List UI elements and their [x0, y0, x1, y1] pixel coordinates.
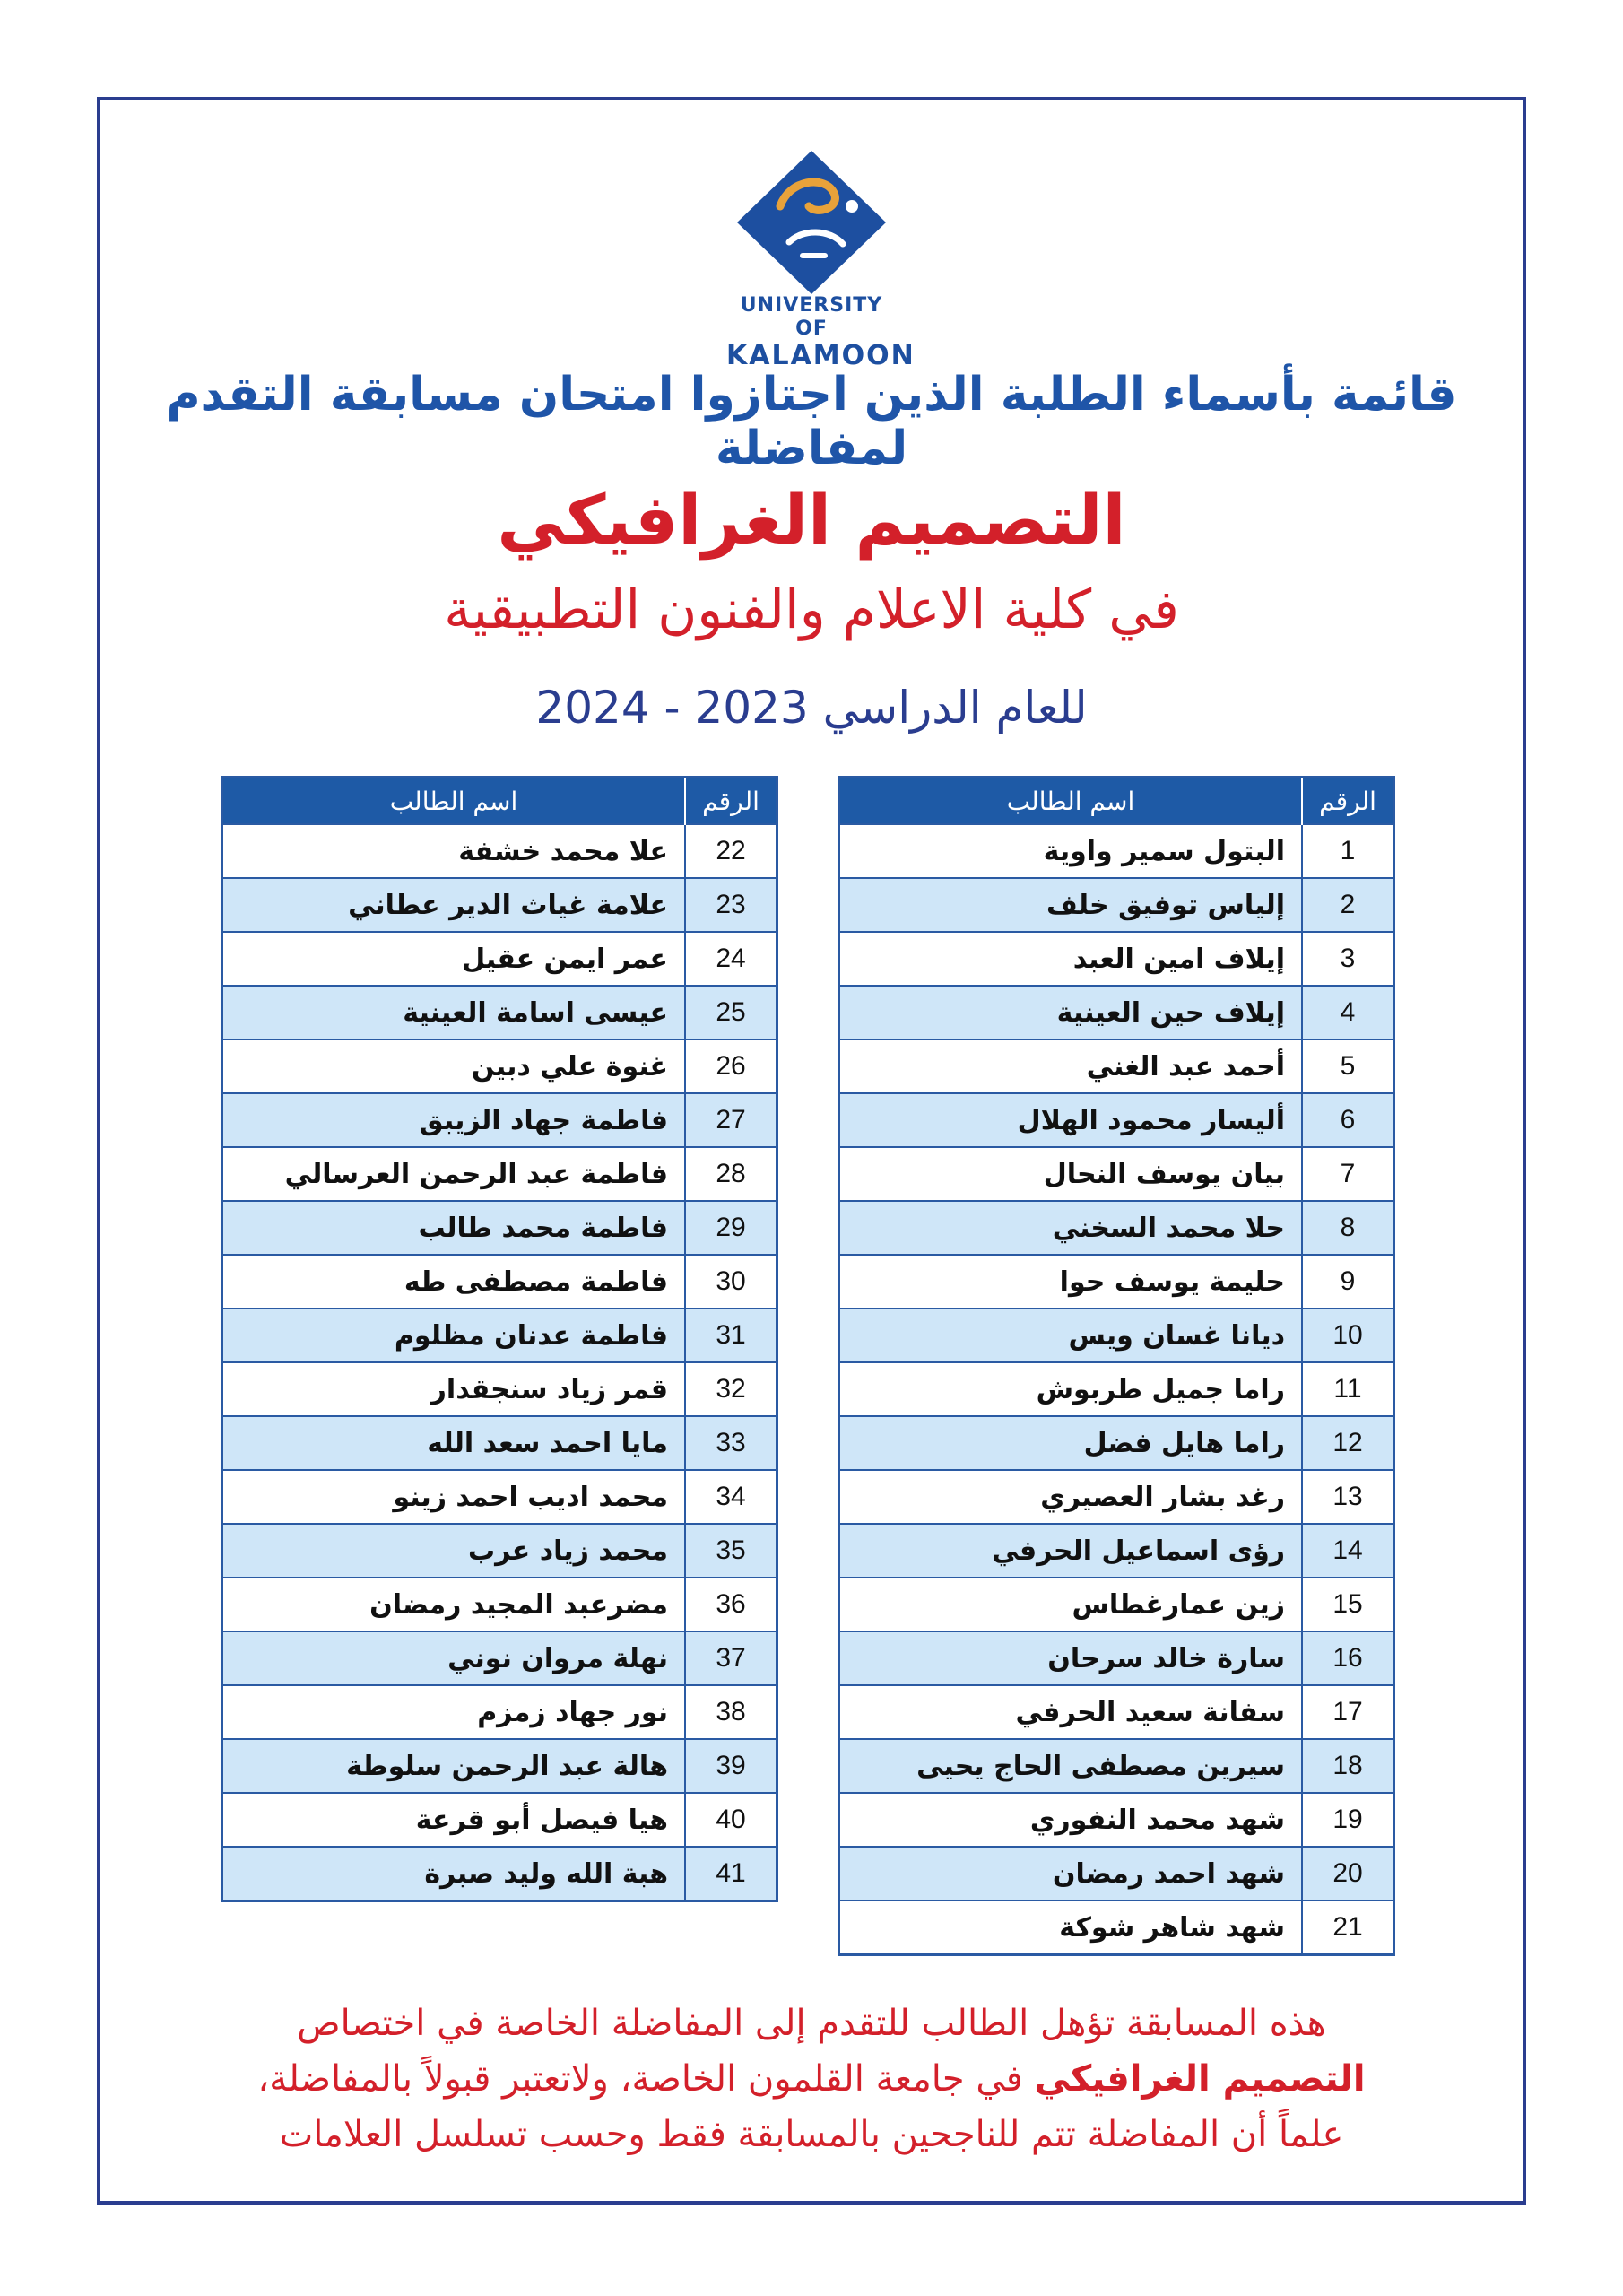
- student-number: 9: [1302, 1255, 1394, 1309]
- student-name: بيان يوسف النحال: [839, 1147, 1303, 1201]
- student-name: شهد احمد رمضان: [839, 1847, 1303, 1900]
- student-number: 35: [685, 1524, 777, 1578]
- column-header-name: اسم الطالب: [222, 778, 686, 825]
- student-number: 34: [685, 1470, 777, 1524]
- table-row: [222, 1847, 777, 1901]
- student-number: 14: [1302, 1524, 1394, 1578]
- student-name: مايا احمد سعد الله: [222, 1416, 686, 1470]
- student-name: راما جميل طربوش: [839, 1362, 1303, 1416]
- academic-year: للعام الدراسي 2023 - 2024: [535, 682, 1088, 734]
- student-name: فاطمة محمد طالب: [222, 1201, 686, 1255]
- student-number: 16: [1302, 1631, 1394, 1685]
- student-number: 40: [685, 1793, 777, 1847]
- student-number: 23: [685, 878, 777, 932]
- student-number: 11: [1302, 1362, 1394, 1416]
- table-row: [222, 1147, 777, 1201]
- table-row: [222, 824, 777, 878]
- table-row: [839, 878, 1394, 932]
- table-row: [839, 1900, 1394, 1955]
- student-name: شهد شاهر شوكة: [839, 1900, 1303, 1955]
- university-logo: [726, 144, 916, 371]
- table-header-row: [222, 778, 777, 825]
- student-number: 13: [1302, 1470, 1394, 1524]
- students-table-left: [221, 776, 778, 1902]
- logo-line-1: UNIVERSITY OF: [740, 294, 883, 340]
- table-row: [222, 1578, 777, 1631]
- table-row: [222, 1416, 777, 1470]
- footer-line-2-text: في جامعة القلمون الخاصة، ولاتعتبر قبولاً بالمفاضلة،: [257, 2058, 1035, 2100]
- student-number: 10: [1302, 1309, 1394, 1362]
- student-name: غنوة علي دبين: [222, 1039, 686, 1093]
- student-name: ديانا غسان ويس: [839, 1309, 1303, 1362]
- student-number: 25: [685, 986, 777, 1039]
- student-name: راما هايل فضل: [839, 1416, 1303, 1470]
- student-name: إيلاف حين العينية: [839, 986, 1303, 1039]
- student-name: إيلاف امين العبد: [839, 932, 1303, 986]
- student-name: أحمد عبد الغني: [839, 1039, 1303, 1093]
- student-name: رغد بشار العصيري: [839, 1470, 1303, 1524]
- student-number: 31: [685, 1309, 777, 1362]
- table-row: [222, 1631, 777, 1685]
- table-row: [222, 1309, 777, 1362]
- student-number: 28: [685, 1147, 777, 1201]
- student-number: 21: [1302, 1900, 1394, 1955]
- table-row: [222, 1039, 777, 1093]
- table-row: [222, 986, 777, 1039]
- faculty-title: في كلية الاعلام والفنون التطبيقية: [444, 578, 1179, 641]
- student-name: مضرعبد المجيد رمضان: [222, 1578, 686, 1631]
- student-number: 36: [685, 1578, 777, 1631]
- student-name: نور جهاد زمزم: [222, 1685, 686, 1739]
- footer-note-line-1: هذه المسابقة تؤهل الطالب للتقدم إلى المفاضلة الخاصة في اختصاص: [297, 2003, 1326, 2044]
- student-name: حليمة يوسف حوا: [839, 1255, 1303, 1309]
- table-row: [839, 1093, 1394, 1147]
- student-number: 1: [1302, 824, 1394, 878]
- table-row: [222, 1201, 777, 1255]
- student-name: محمد زياد عرب: [222, 1524, 686, 1578]
- table-row: [839, 824, 1394, 878]
- list-subtitle: قائمة بأسماء الطلبة الذين اجتازوا امتحان مسابقة التقدم لمفاضلة: [166, 368, 1457, 475]
- table-row: [222, 1793, 777, 1847]
- table-row: [839, 1631, 1394, 1685]
- student-number: 3: [1302, 932, 1394, 986]
- student-name: سارة خالد سرحان: [839, 1631, 1303, 1685]
- student-name: فاطمة عبد الرحمن العرسالي: [222, 1147, 686, 1201]
- student-number: 22: [685, 824, 777, 878]
- student-number: 39: [685, 1739, 777, 1793]
- table-row: [839, 1147, 1394, 1201]
- column-header-num: الرقم: [685, 778, 777, 825]
- student-name: قمر زياد سنجقدار: [222, 1362, 686, 1416]
- footer-major-name: التصميم الغرافيكي: [1034, 2058, 1366, 2100]
- student-name: رؤى اسماعيل الحرفي: [839, 1524, 1303, 1578]
- student-number: 41: [685, 1847, 777, 1901]
- student-name: هيا فيصل أبو قرعة: [222, 1793, 686, 1847]
- table-row: [839, 1362, 1394, 1416]
- student-number: 20: [1302, 1847, 1394, 1900]
- student-number: 7: [1302, 1147, 1394, 1201]
- table-row: [839, 1255, 1394, 1309]
- student-number: 17: [1302, 1685, 1394, 1739]
- table-row: [839, 1039, 1394, 1093]
- table-row: [222, 1470, 777, 1524]
- student-number: 33: [685, 1416, 777, 1470]
- major-title: التصميم الغرافيكي: [497, 480, 1126, 560]
- student-name: عيسى اسامة العينية: [222, 986, 686, 1039]
- table-row: [222, 1739, 777, 1793]
- student-number: 2: [1302, 878, 1394, 932]
- table-row: [222, 1093, 777, 1147]
- student-name: فاطمة عدنان مظلوم: [222, 1309, 686, 1362]
- table-row: [839, 1739, 1394, 1793]
- student-name: شهد محمد النفوري: [839, 1793, 1303, 1847]
- student-name: علا محمد خشفة: [222, 824, 686, 878]
- student-name: فاطمة جهاد الزيبق: [222, 1093, 686, 1147]
- student-number: 15: [1302, 1578, 1394, 1631]
- student-name: فاطمة مصطفى طه: [222, 1255, 686, 1309]
- table-header-row: [839, 778, 1394, 825]
- table-row: [839, 1416, 1394, 1470]
- student-number: 8: [1302, 1201, 1394, 1255]
- logo-emblem-icon: [726, 144, 897, 296]
- student-number: 19: [1302, 1793, 1394, 1847]
- student-number: 24: [685, 932, 777, 986]
- student-number: 12: [1302, 1416, 1394, 1470]
- student-number: 32: [685, 1362, 777, 1416]
- student-number: 38: [685, 1685, 777, 1739]
- student-number: 37: [685, 1631, 777, 1685]
- footer-note-line-2: [143, 2051, 1480, 2107]
- student-name: سيرين مصطفى الحاج يحيى: [839, 1739, 1303, 1793]
- column-header-name: اسم الطالب: [839, 778, 1303, 825]
- student-number: 29: [685, 1201, 777, 1255]
- logo-line-2: KALAMOON: [726, 340, 916, 371]
- footer-note-line-3: علماً أن المفاضلة تتم للناجحين بالمسابقة فقط وحسب تسلسل العلامات: [279, 2114, 1344, 2155]
- student-name: علامة غياث الدير عطاني: [222, 878, 686, 932]
- student-name: محمد اديب احمد زينو: [222, 1470, 686, 1524]
- table-row: [839, 1578, 1394, 1631]
- student-number: 26: [685, 1039, 777, 1093]
- table-row: [839, 1309, 1394, 1362]
- student-number: 27: [685, 1093, 777, 1147]
- table-row: [839, 986, 1394, 1039]
- student-number: 6: [1302, 1093, 1394, 1147]
- table-row: [839, 1524, 1394, 1578]
- student-number: 5: [1302, 1039, 1394, 1093]
- table-row: [222, 1685, 777, 1739]
- student-name: أليسار محمود الهلال: [839, 1093, 1303, 1147]
- student-name: حلا محمد السخني: [839, 1201, 1303, 1255]
- table-row: [839, 1793, 1394, 1847]
- table-row: [222, 932, 777, 986]
- student-name: هبة الله وليد صبرة: [222, 1847, 686, 1901]
- table-row: [222, 878, 777, 932]
- student-name: عمر ايمن عقيل: [222, 932, 686, 986]
- student-number: 30: [685, 1255, 777, 1309]
- table-row: [839, 932, 1394, 986]
- students-table-right: [838, 776, 1395, 1956]
- table-row: [222, 1255, 777, 1309]
- student-name: زين عمارغطاس: [839, 1578, 1303, 1631]
- student-number: 4: [1302, 986, 1394, 1039]
- table-row: [839, 1201, 1394, 1255]
- student-number: 18: [1302, 1739, 1394, 1793]
- table-row: [839, 1847, 1394, 1900]
- table-row: [222, 1524, 777, 1578]
- column-header-num: الرقم: [1302, 778, 1394, 825]
- logo-wordmark: [726, 294, 916, 371]
- student-name: نهلة مروان نوني: [222, 1631, 686, 1685]
- table-row: [222, 1362, 777, 1416]
- student-name: البتول سمير واوية: [839, 824, 1303, 878]
- student-name: إلياس توفيق خلف: [839, 878, 1303, 932]
- table-row: [839, 1685, 1394, 1739]
- student-name: هالة عبد الرحمن سلوطة: [222, 1739, 686, 1793]
- table-row: [839, 1470, 1394, 1524]
- student-name: سفانة سعيد الحرفي: [839, 1685, 1303, 1739]
